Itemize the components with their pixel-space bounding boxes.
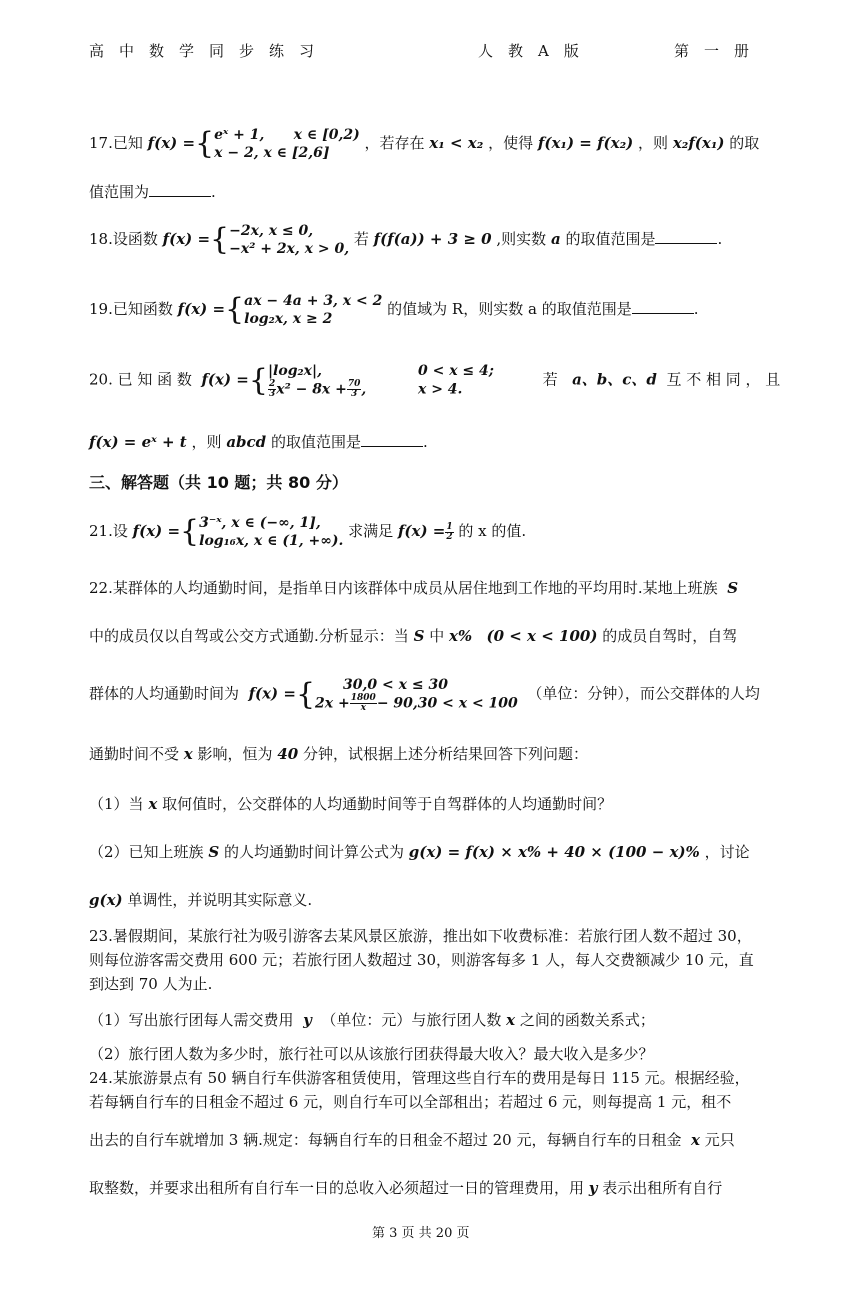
- q20-equation: f(x) = eˣ + t: [89, 433, 187, 451]
- q21-piecewise: 3⁻ˣ, x ∈ (−∞, 1], log₁₆x, x ∈ (1, +∞).: [199, 515, 344, 549]
- question-23-line-1: 23.暑假期间，某旅行社为吸引游客去某风景区旅游，推出如下收费标准：若旅行团人数不超过 30，: [89, 927, 752, 945]
- question-24-line-3: 出去的自行车就增加 3 辆.规定：每辆自行车的日租金不超过 20 元，每辆自行车的日租金 x 元只: [89, 1131, 735, 1149]
- brace-icon: {: [225, 292, 245, 327]
- question-19: 19.已知函数 f(x) ={ ax − 4a + 3, x < 2 log₂x, x ≥ 2 的值域为 R，则实数 a 的取值范围是 .: [89, 292, 699, 327]
- q17-function: f(x) =: [147, 134, 196, 152]
- q20-function: f(x) =: [201, 370, 249, 389]
- question-22-sub-2: （2）已知上班族 S 的人均通勤时间计算公式为 g(x) = f(x) × x% + 40 × (100 − x)% ，讨论: [89, 843, 750, 861]
- header-right: 第 一 册: [674, 42, 750, 60]
- question-23-sub-1: （1）写出旅行团每人需交费用 y （单位：元）与旅行团人数 x 之间的函数关系式；: [89, 1011, 655, 1029]
- answer-blank: [632, 299, 694, 314]
- q20-variables: a、b、c、d: [572, 370, 657, 389]
- brace-icon: {: [248, 362, 268, 398]
- question-22-line-4: 通勤时间不受 x 影响，恒为 40 分钟，试根据上述分析结果回答下列问题：: [89, 745, 588, 763]
- q22-function: f(x) =: [248, 684, 296, 703]
- q20-piecewise: |log₂x|, 0 < x ≤ 4; $\frac{2}{3}$ x² − 8x + $\frac{70}{3}$ , x > 4.: [267, 363, 494, 399]
- q17-equation: f(x₁) = f(x₂): [537, 134, 634, 152]
- brace-icon: {: [195, 126, 215, 161]
- q17-piecewise: eˣ + 1, x ∈ [0,2) x − 2, x ∈ [2,6]: [214, 127, 360, 161]
- question-18: 18.设函数 f(x) ={ −2x, x ≤ 0, −x² + 2x, x > 0, 若 f(f(a)) + 3 ≥ 0 ,则实数 a 的取值范围是 .: [89, 222, 723, 257]
- question-22-line-3: 群体的人均通勤时间为 f(x) ={ 30,0 < x ≤ 30 2x + $\frac{1800}{x}$ − 90,30 < x < 100 （单位：分钟），而公交群体的人均: [89, 676, 760, 713]
- header-left: 高 中 数 学 同 步 练 习: [89, 42, 315, 60]
- question-24-line-1: 24.某旅游景点有 50 辆自行车供游客租赁使用，管理这些自行车的费用是每日 115 元。根据经验，: [89, 1069, 750, 1087]
- question-22-sub-2-line-2: g(x) 单调性，并说明其实际意义.: [89, 891, 313, 909]
- question-23-line-2: 则每位游客需交费用 600 元；若旅行团人数超过 30，则游客每多 1 人，每人交费额减少 10 元，直: [89, 951, 754, 969]
- question-21: 21.设 f(x) ={ 3⁻ˣ, x ∈ (−∞, 1], log₁₆x, x ∈ (1, +∞). 求满足 f(x) = $\frac{1}{2}$ 的 x 的值.: [89, 514, 527, 549]
- q22-piecewise: 30,0 < x ≤ 30 2x + $\frac{1800}{x}$ − 90,30 < x < 100: [315, 677, 518, 713]
- header-middle: 人 教 A 版: [478, 42, 579, 60]
- answer-blank: [361, 432, 423, 447]
- q22-g-formula: g(x) = f(x) × x% + 40 × (100 − x)%: [408, 843, 700, 861]
- question-22-line-2: 中的成员仅以自驾或公交方式通勤.分析显示：当 S 中 x% (0 < x < 100) 的成员自驾时，自驾: [89, 627, 738, 645]
- q17-expression: x₂f(x₁): [672, 134, 725, 152]
- brace-icon: {: [295, 676, 316, 712]
- question-20-line-1: 20. 已 知 函 数 f(x) ={ |log₂x|, 0 < x ≤ 4; $\frac{2}{3}$ x² − 8x + $\frac{70}{3}$ , x > 4. 若 a、b、c、d 互 不 相 同 ， 且: [89, 362, 781, 399]
- q21-function: f(x) =: [132, 522, 181, 540]
- question-17-line-2: 值范围为 .: [89, 183, 216, 201]
- answer-blank: [149, 182, 211, 197]
- answer-blank: [655, 229, 717, 244]
- q19-piecewise: ax − 4a + 3, x < 2 log₂x, x ≥ 2: [244, 293, 383, 327]
- question-23-sub-2: （2）旅行团人数为多少时，旅行社可以从该旅行团获得最大收入？最大收入是多少？: [89, 1045, 654, 1063]
- q17-condition: x₁ < x₂: [429, 134, 484, 152]
- question-17-line-1: 17.已知 f(x) ={ eˣ + 1, x ∈ [0,2) x − 2, x ∈ [2,6] ，若存在 x₁ < x₂ ，使得 f(x₁) = f(x₂) ，则 x₂f(x₁) 的取: [89, 126, 760, 161]
- question-22-line-1: 22.某群体的人均通勤时间，是指单日内该群体中成员从居住地到工作地的平均用时.某地上班族 S: [89, 579, 739, 597]
- question-24-line-2: 若每辆自行车的日租金不超过 6 元，则自行车可以全部租出；若超过 6 元，则每提高 1 元，租不: [89, 1093, 732, 1111]
- question-23-line-3: 到达到 70 人为止.: [89, 975, 213, 993]
- brace-icon: {: [180, 514, 200, 549]
- q18-inequality: f(f(a)) + 3 ≥ 0: [373, 230, 492, 248]
- page-footer: 第 3 页 共 20 页: [372, 1226, 470, 1241]
- q17-prefix: 17.已知: [89, 134, 143, 152]
- q18-piecewise: −2x, x ≤ 0, −x² + 2x, x > 0,: [229, 223, 350, 257]
- question-20-line-2: f(x) = eˣ + t ，则 abcd 的取值范围是 .: [89, 433, 428, 451]
- q19-function: f(x) =: [177, 300, 226, 318]
- q18-function: f(x) =: [162, 230, 211, 248]
- question-24-line-4: 取整数，并要求出租所有自行车一日的总收入必须超过一日的管理费用，用 y 表示出租所有自行: [89, 1179, 723, 1197]
- brace-icon: {: [210, 222, 230, 257]
- question-22-sub-1: （1）当 x 取何值时，公交群体的人均通勤时间等于自驾群体的人均通勤时间？: [89, 795, 613, 813]
- section-heading: 三、解答题（共 10 题；共 80 分）: [89, 473, 348, 492]
